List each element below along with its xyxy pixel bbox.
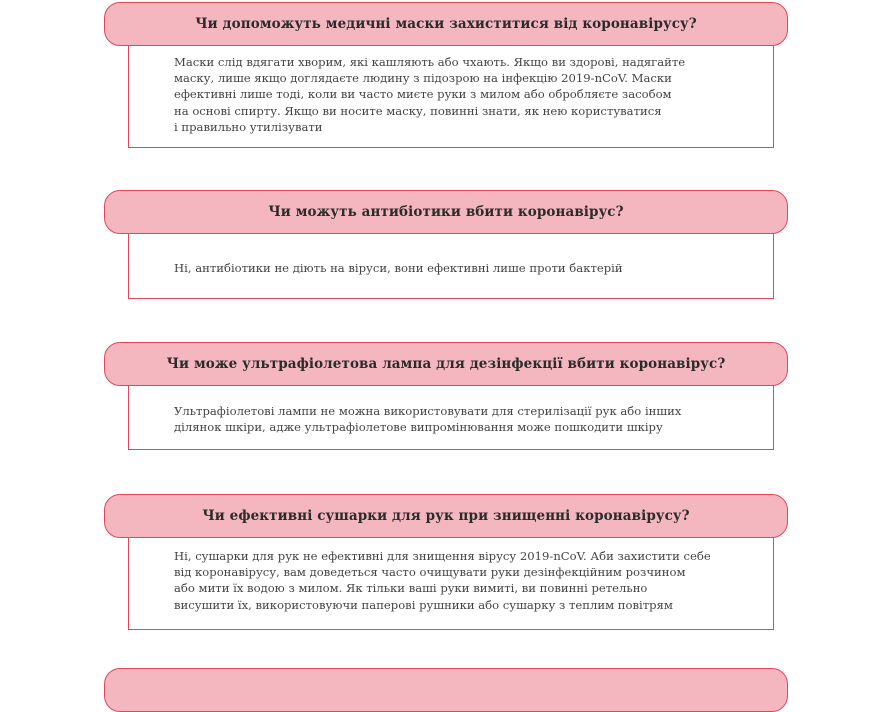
answer-line: на основі спирту. Якщо ви носите маску, повинні знати, як нею користуватися [174, 103, 662, 118]
answer-text [174, 260, 757, 276]
answer-line: Маски слід вдягати хворим, які кашляють або чхають. Якщо ви здорові, надягайте [174, 55, 686, 69]
answer-line: висушити їх, використовуючи паперові рушники або сушарку з теплим повітрям [174, 597, 673, 612]
question-banner [104, 668, 788, 712]
answer-line: Ні, антибіотики не діють на віруси, вони ефективні лише проти бактерій [174, 261, 623, 275]
answer-line: Ультрафіолетові лампи не можна використовувати для стерилізації рук або інших [174, 404, 682, 418]
question-text: Чи може ультрафіолетова лампа для дезінфекції вбити коронавірус? [166, 356, 726, 372]
question-banner [104, 342, 788, 386]
question-text: Чи ефективні сушарки для рук при знищенні коронавірусу? [202, 508, 690, 524]
question-banner [104, 2, 788, 46]
question-text: Чи можуть антибіотики вбити коронавірус? [268, 204, 624, 220]
question-banner [104, 190, 788, 234]
answer-line: маску, лише якщо доглядаєте людину з підозрою на інфекцію 2019-nCoV. Маски [174, 71, 672, 86]
question-banner [104, 494, 788, 538]
answer-text [174, 403, 757, 435]
question-text: Чи допоможуть медичні маски захиститися від коронавірусу? [195, 16, 697, 32]
answer-line: ділянок шкіри, адже ультрафіолетове випромінювання може пошкодити шкіру [174, 420, 663, 435]
answer-line: або мити їх водою з милом. Як тільки ваші руки вимиті, ви повинні ретельно [174, 581, 648, 596]
answer-line: від коронавірусу, вам доведеться часто очищувати руки дезінфекційним розчином [174, 565, 686, 580]
answer-line: і правильно утилізувати [174, 119, 323, 134]
answer-line: Ні, сушарки для рук не ефективні для знищення вірусу 2019-nCoV. Аби захистити себе [174, 549, 711, 563]
answer-text [174, 54, 757, 135]
answer-text [174, 548, 757, 613]
answer-line: ефективні лише тоді, коли ви часто миєте руки з милом або обробляєте засобом [174, 87, 672, 102]
